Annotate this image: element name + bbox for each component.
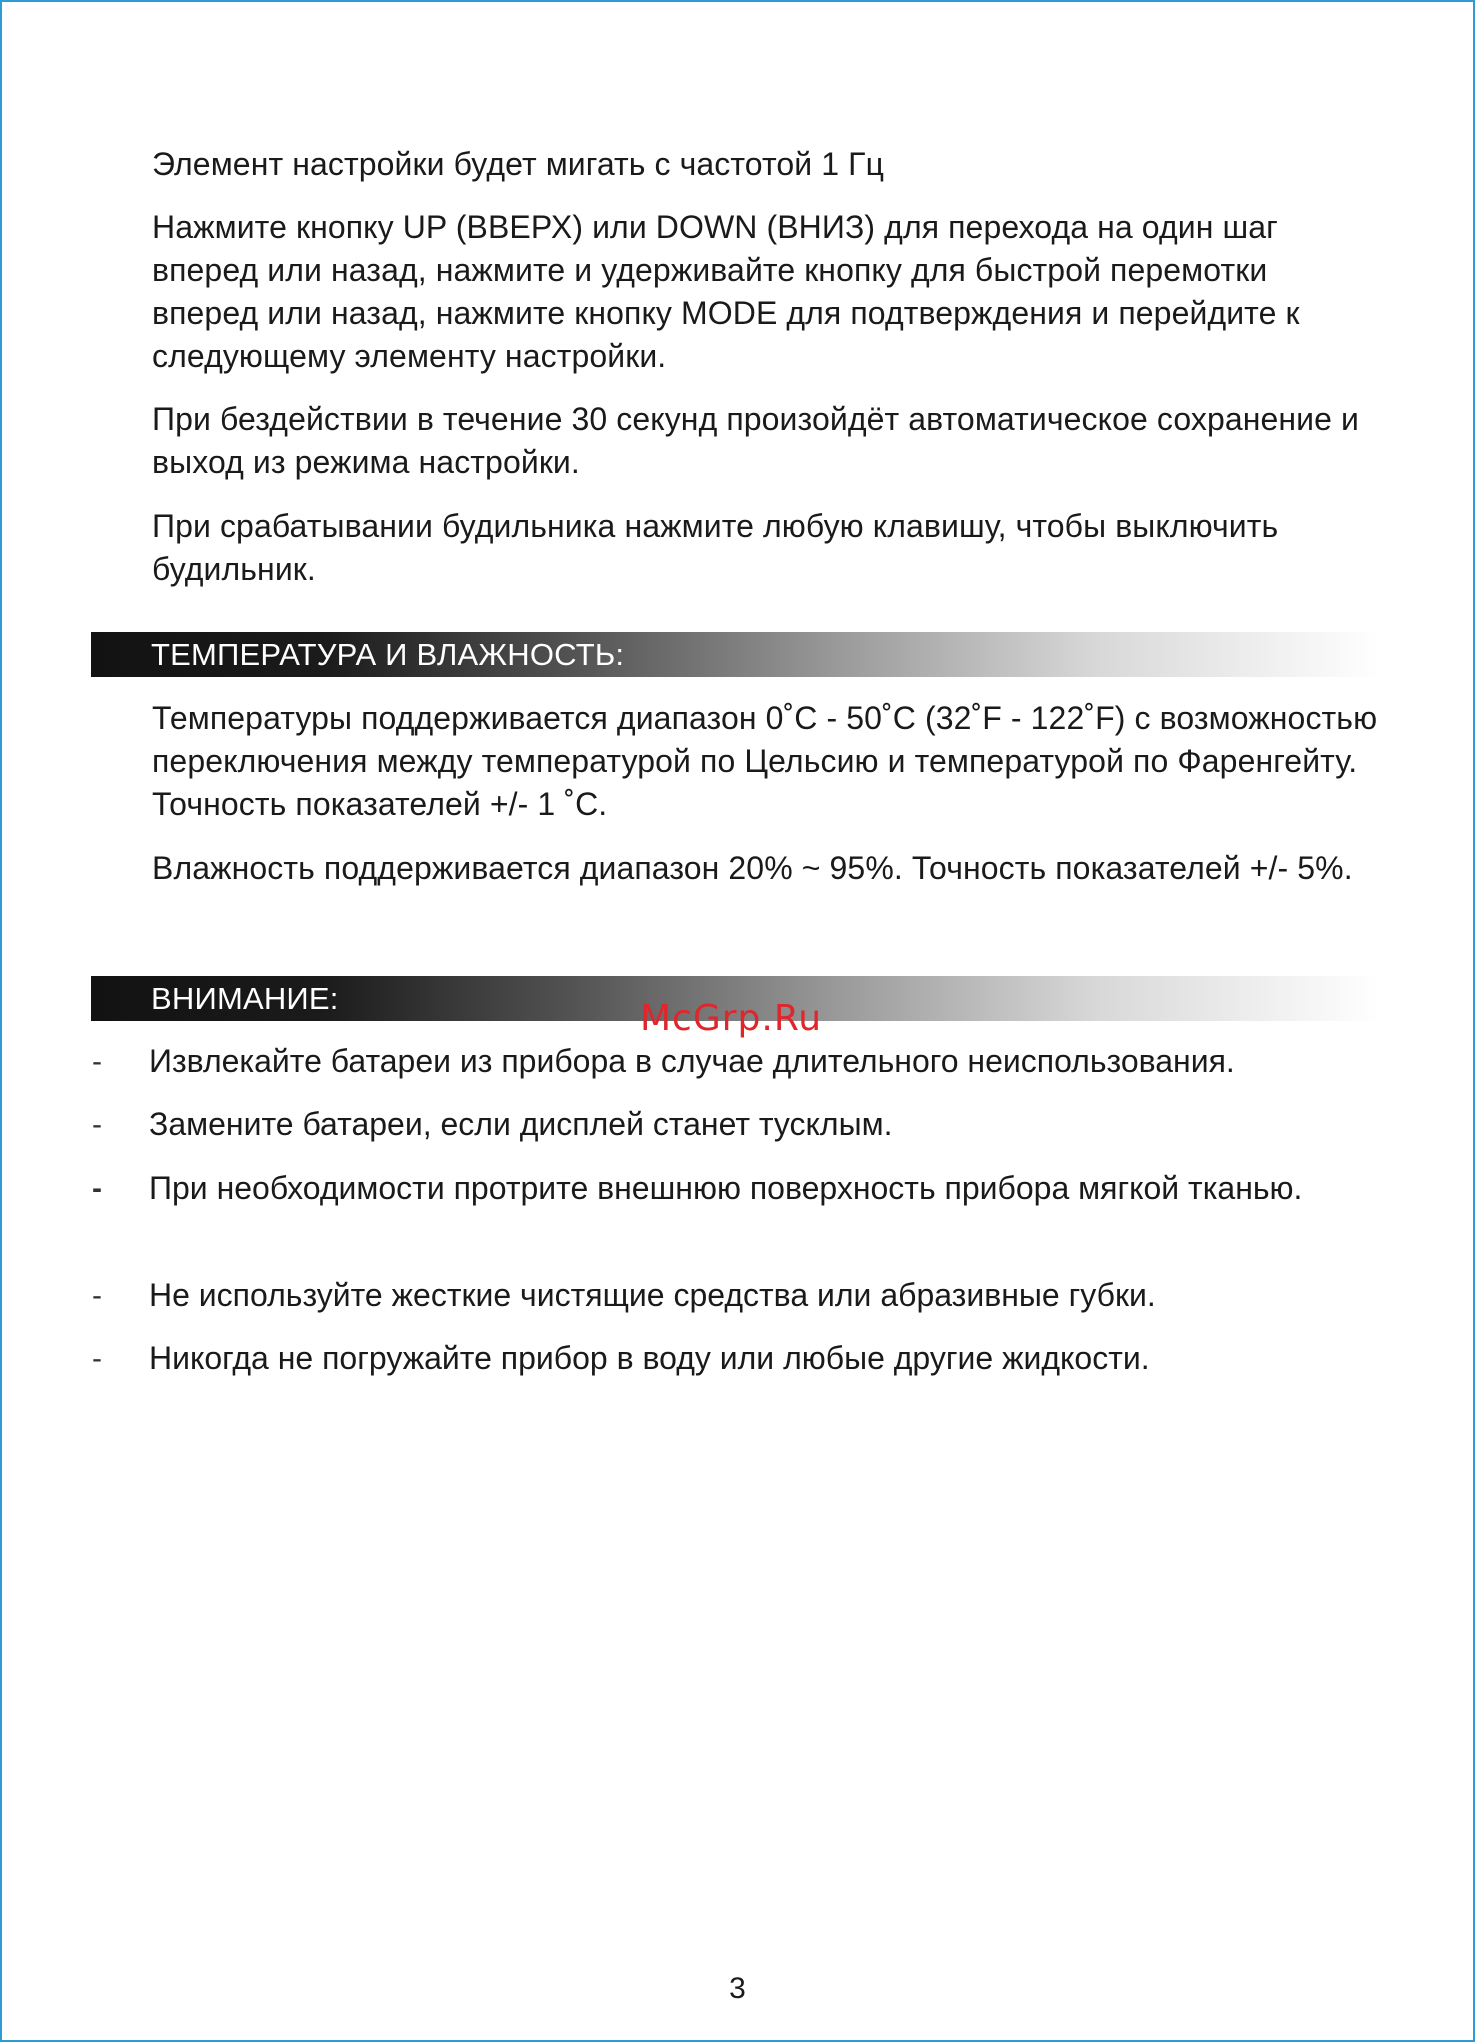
humidity-range-paragraph: Влажность поддерживается диапазон 20% ~ 95%. Точность показателей +/- 5%. [152,850,1353,886]
attention-item-no-abrasives: Не используйте жесткие чистящие средства или абразивные губки. [149,1277,1156,1313]
bullet-dash: - [92,1342,102,1375]
intro-paragraph-buttons: Нажмите кнопку UP (ВВЕРХ) или DOWN (ВНИЗ) для перехода на один шаг вперед или назад, нажмите и удерживайте кнопку для быстрой перемотки вперед или назад, нажмите кнопку MODE для подтверждения и перейдите к следующему элементу настройки. [152,209,1300,374]
temperature-range-paragraph: Температуры поддерживается диапазон 0˚С - 50˚С (32˚F - 122˚F) с возможностью переключения между температурой по Цельсию и температурой по Фаренгейту. Точность показателей +/- 1 ˚С. [152,700,1378,822]
intro-paragraph-alarm: При срабатывании будильника нажмите любую клавишу, чтобы выключить будильник. [152,508,1279,587]
temperature-section-header [91,632,1381,677]
attention-item-batteries-remove: Извлекайте батареи из прибора в случае длительного неиспользования. [149,1043,1235,1079]
attention-item-batteries-replace: Замените батареи, если дисплей станет тусклым. [149,1106,893,1142]
attention-item-no-water: Никогда не погружайте прибор в воду или любые другие жидкости. [149,1340,1150,1376]
attention-section-title: ВНИМАНИЕ: [151,981,339,1016]
watermark: McGrp.Ru [640,998,823,1039]
temperature-section-title: ТЕМПЕРАТУРА И ВЛАЖНОСТЬ: [151,637,625,672]
bullet-dash: - [92,1279,102,1312]
bullet-dash: - [92,1172,102,1205]
intro-paragraph-autosave: При бездействии в течение 30 секунд произойдёт автоматическое сохранение и выход из режима настройки. [152,401,1360,480]
intro-paragraph-blink: Элемент настройки будет мигать с частотой 1 Гц [152,146,885,182]
bullet-dash: - [92,1045,102,1078]
bullet-dash: - [92,1108,102,1141]
attention-item-wipe: При необходимости протрите внешнюю поверхность прибора мягкой тканью. [149,1170,1303,1206]
page-number: 3 [729,1972,746,2005]
